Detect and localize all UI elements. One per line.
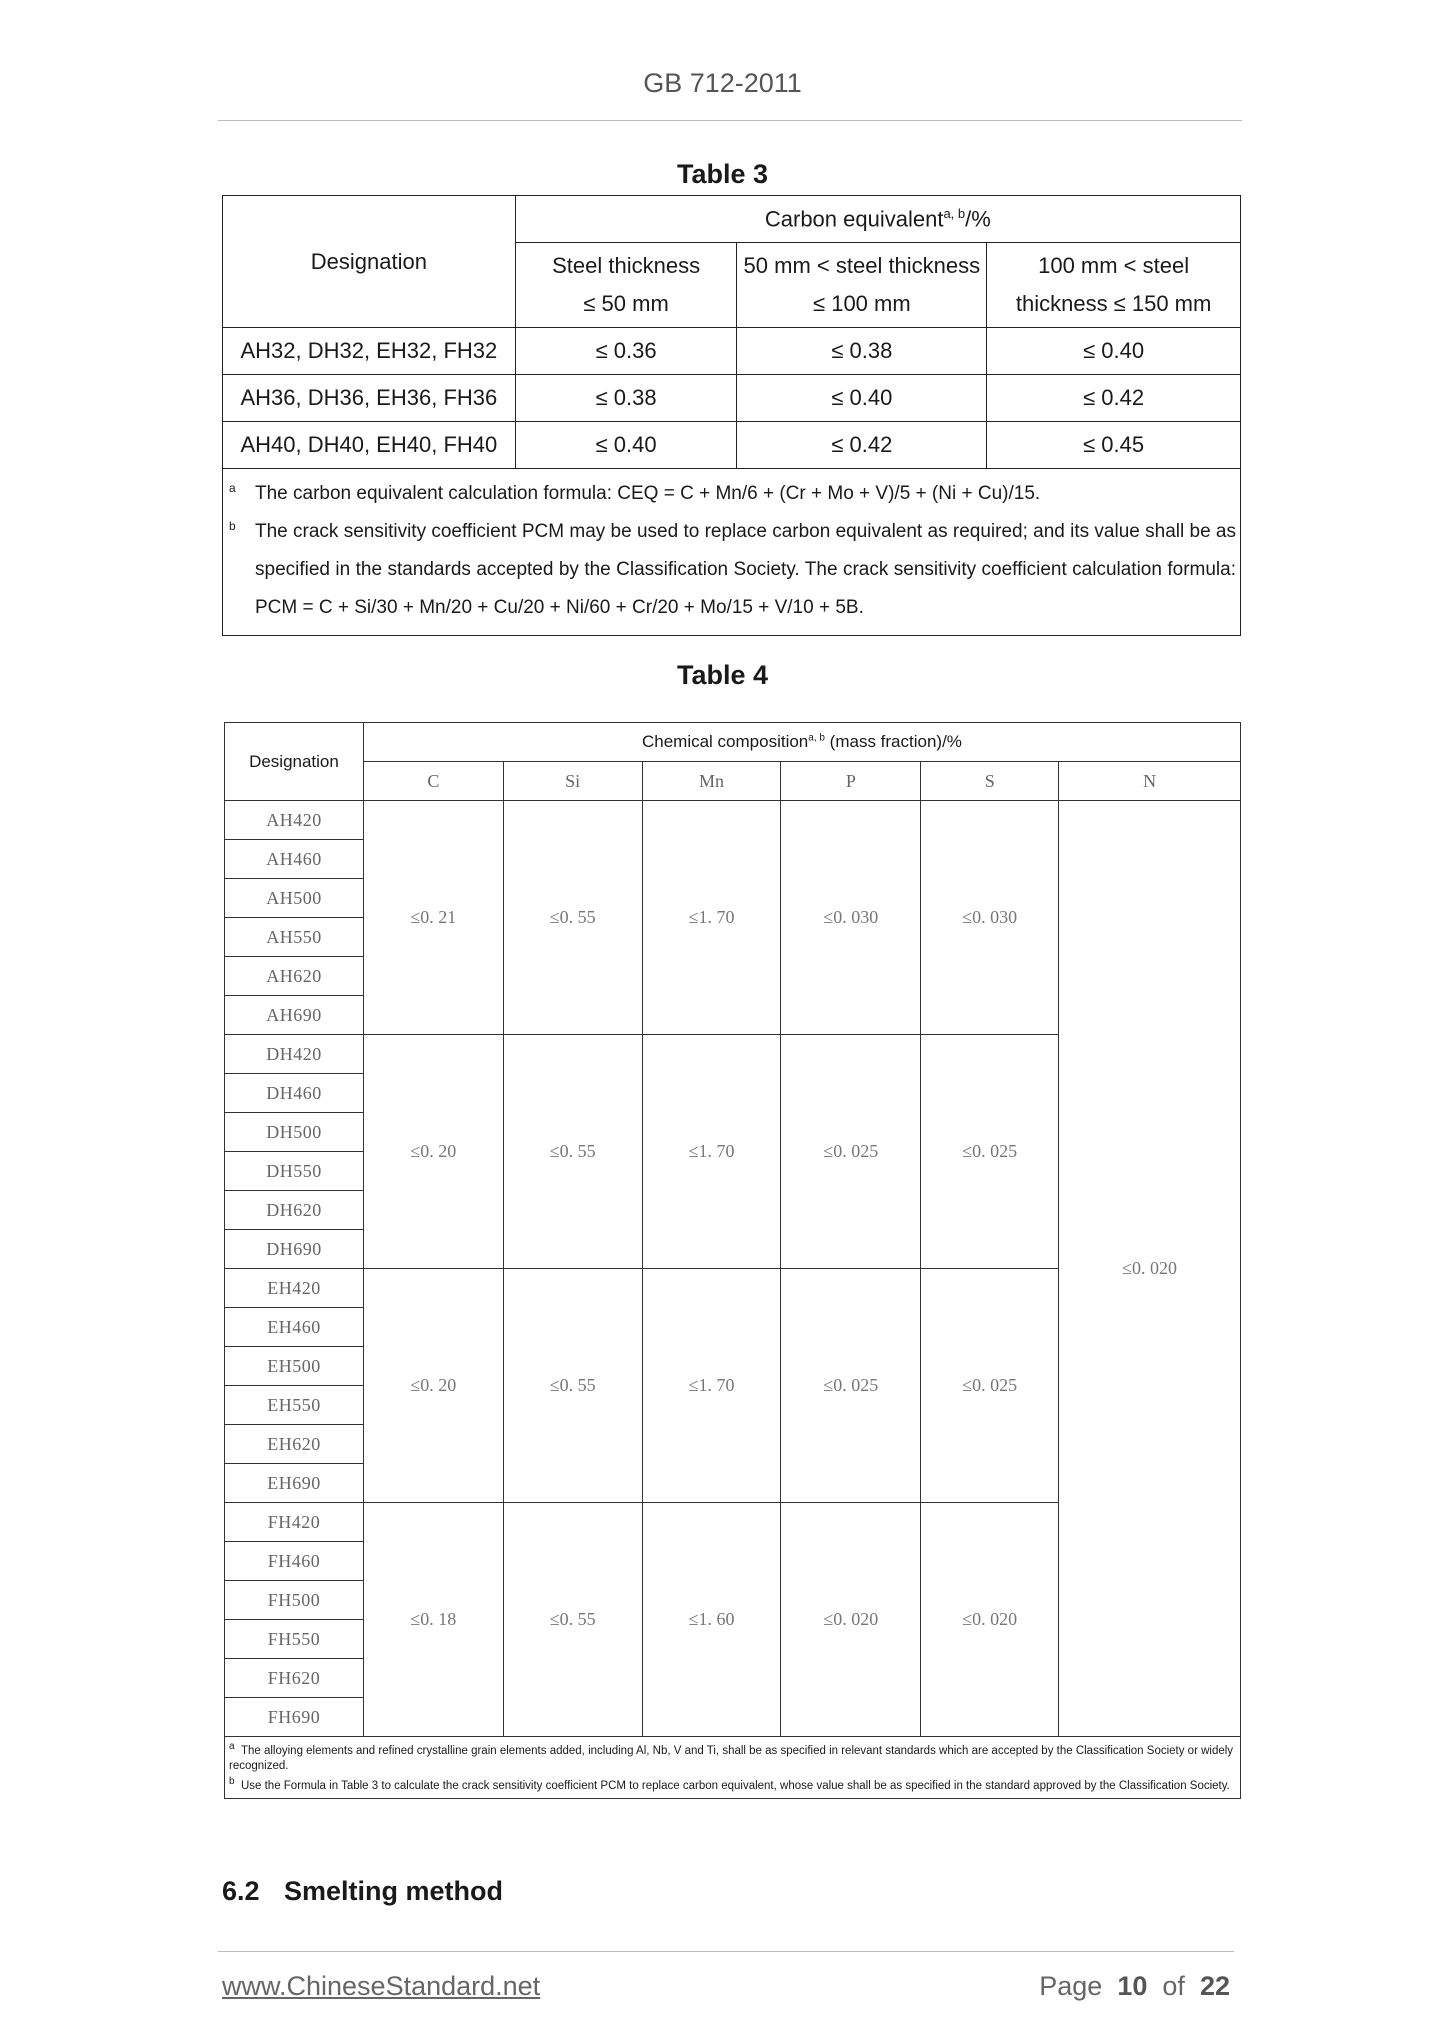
designation-cell: AH32, DH32, EH32, FH32 bbox=[223, 328, 516, 375]
total-pages: 22 bbox=[1199, 1971, 1230, 2001]
value-cell: ≤ 0.38 bbox=[515, 375, 737, 422]
element-header-n: N bbox=[1059, 762, 1241, 801]
grade-cell: DH550 bbox=[225, 1152, 364, 1191]
value-cell: ≤ 0.42 bbox=[987, 375, 1241, 422]
value-cell: ≤ 0.40 bbox=[737, 375, 987, 422]
table-row bbox=[223, 328, 1241, 375]
carbon-equivalent-header: Carbon equivalent$^{a, b}$/% bbox=[515, 196, 1240, 243]
value-cell: ≤ 0.40 bbox=[515, 422, 737, 469]
value-cell: ≤ 0.45 bbox=[987, 422, 1241, 469]
limit-cell: ≤0. 55 bbox=[503, 1269, 642, 1503]
value-cell: ≤ 0.42 bbox=[737, 422, 987, 469]
designation-header: Designation bbox=[225, 723, 364, 801]
current-page: 10 bbox=[1117, 1971, 1148, 2001]
limit-cell: ≤0. 030 bbox=[921, 801, 1059, 1035]
limit-cell: ≤0. 025 bbox=[921, 1269, 1059, 1503]
table-3-caption: Table 3 bbox=[676, 159, 769, 189]
grade-cell: DH420 bbox=[225, 1035, 364, 1074]
limit-cell: ≤0. 55 bbox=[503, 801, 642, 1035]
limit-cell: ≤0. 20 bbox=[363, 1269, 503, 1503]
designation-cell: AH36, DH36, EH36, FH36 bbox=[223, 375, 516, 422]
limit-cell: ≤0. 55 bbox=[503, 1035, 642, 1269]
grade-cell: FH500 bbox=[225, 1581, 364, 1620]
column-header: 100 mm < steel thickness ≤ 150 mm bbox=[987, 243, 1241, 328]
element-header-mn: Mn bbox=[642, 762, 781, 801]
grade-cell: FH460 bbox=[225, 1542, 364, 1581]
table-4 bbox=[224, 722, 1241, 1799]
limit-cell: ≤0. 020 bbox=[921, 1503, 1059, 1737]
element-header-p: P bbox=[781, 762, 921, 801]
grade-cell: AH620 bbox=[225, 957, 364, 996]
limit-cell: ≤0. 18 bbox=[363, 1503, 503, 1737]
designation-header: Designation bbox=[223, 196, 516, 328]
grade-cell: AH550 bbox=[225, 918, 364, 957]
section-title: Smelting method bbox=[284, 1876, 504, 1906]
nitrogen-limit-cell: ≤0. 020 bbox=[1059, 801, 1241, 1737]
page-header: GB 712-2011 bbox=[643, 68, 802, 98]
grade-cell: DH690 bbox=[225, 1230, 364, 1269]
table-row bbox=[223, 422, 1241, 469]
table-4-caption: Table 4 bbox=[676, 660, 769, 690]
value-cell: ≤ 0.36 bbox=[515, 328, 737, 375]
grade-cell: EH620 bbox=[225, 1425, 364, 1464]
grade-cell: AH690 bbox=[225, 996, 364, 1035]
footnote-a: a The carbon equivalent calculation formula: CEQ = C + Mn/6 + (Cr + Mo + V)/5 + (Ni + Cu)/15. bbox=[229, 481, 1041, 504]
limit-cell: ≤0. 21 bbox=[363, 801, 503, 1035]
table-4-notes bbox=[225, 1737, 1241, 1799]
element-header-s: S bbox=[921, 762, 1059, 801]
value-cell: ≤ 0.40 bbox=[987, 328, 1241, 375]
section-number: 6.2 bbox=[222, 1876, 260, 1906]
element-header-si: Si bbox=[503, 762, 642, 801]
element-header-c: C bbox=[363, 762, 503, 801]
footer-rule bbox=[218, 1951, 1234, 1952]
column-header: 50 mm < steel thickness ≤ 100 mm bbox=[737, 243, 987, 328]
grade-cell: DH460 bbox=[225, 1074, 364, 1113]
table-row bbox=[223, 375, 1241, 422]
grade-cell: EH500 bbox=[225, 1347, 364, 1386]
footnote-b: $^b$ Use the Formula in Table 3 to calculate the crack sensitivity coefficient PCM to replace carbon equivalent, whose value shall be as specified in the standard approved by the Classification Society. bbox=[229, 1775, 1230, 1792]
grade-cell: EH690 bbox=[225, 1464, 364, 1503]
limit-cell: ≤0. 025 bbox=[781, 1035, 921, 1269]
table-3-notes bbox=[223, 469, 1241, 636]
grade-cell: AH500 bbox=[225, 879, 364, 918]
designation-cell: AH40, DH40, EH40, FH40 bbox=[223, 422, 516, 469]
limit-cell: ≤0. 55 bbox=[503, 1503, 642, 1737]
grade-cell: AH420 bbox=[225, 801, 364, 840]
table-3 bbox=[222, 195, 1241, 636]
limit-cell: ≤0. 030 bbox=[781, 801, 921, 1035]
grade-cell: FH620 bbox=[225, 1659, 364, 1698]
grade-cell: AH460 bbox=[225, 840, 364, 879]
column-header: Steel thickness ≤ 50 mm bbox=[515, 243, 737, 328]
limit-cell: ≤0. 025 bbox=[921, 1035, 1059, 1269]
limit-cell: ≤1. 70 bbox=[642, 1269, 781, 1503]
grade-cell: EH460 bbox=[225, 1308, 364, 1347]
value-cell: ≤ 0.38 bbox=[737, 328, 987, 375]
grade-cell: DH500 bbox=[225, 1113, 364, 1152]
grade-cell: FH550 bbox=[225, 1620, 364, 1659]
grade-cell: FH690 bbox=[225, 1698, 364, 1737]
grade-cell: FH420 bbox=[225, 1503, 364, 1542]
page-number: Page 10 of 22 bbox=[1039, 1971, 1230, 2001]
limit-cell: ≤0. 025 bbox=[781, 1269, 921, 1503]
header-rule bbox=[218, 120, 1242, 121]
limit-cell: ≤1. 70 bbox=[642, 1035, 781, 1269]
limit-cell: ≤0. 020 bbox=[781, 1503, 921, 1737]
limit-cell: ≤1. 60 bbox=[642, 1503, 781, 1737]
footnote-b: b The crack sensitivity coefficient PCM may be used to replace carbon equivalent as required; and its value shall be as specified in the standards accepted by the Classification Society. The crack sensitivity coefficient calculation formula: PCM = C + Si/30 + Mn/20 + Cu/20 + Ni/60 + Cr/20 + Mo/15 + V/10 + 5B. bbox=[229, 519, 1236, 618]
grade-cell: DH620 bbox=[225, 1191, 364, 1230]
grade-cell: EH550 bbox=[225, 1386, 364, 1425]
grade-cell: EH420 bbox=[225, 1269, 364, 1308]
limit-cell: ≤0. 20 bbox=[363, 1035, 503, 1269]
chemical-composition-header: Chemical composition$^{a, b}$ (mass fraction)/% bbox=[363, 723, 1240, 762]
section-heading bbox=[222, 1876, 503, 1907]
footnote-a: $^a$ The alloying elements and refined crystalline grain elements added, including Al, Nb, V and Ti, shall be as specified in relevant standards which are accepted by the Classification Society or widely recognized. bbox=[229, 1741, 1234, 1772]
limit-cell: ≤1. 70 bbox=[642, 801, 781, 1035]
website-link[interactable]: www.ChineseStandard.net bbox=[222, 1971, 541, 2001]
